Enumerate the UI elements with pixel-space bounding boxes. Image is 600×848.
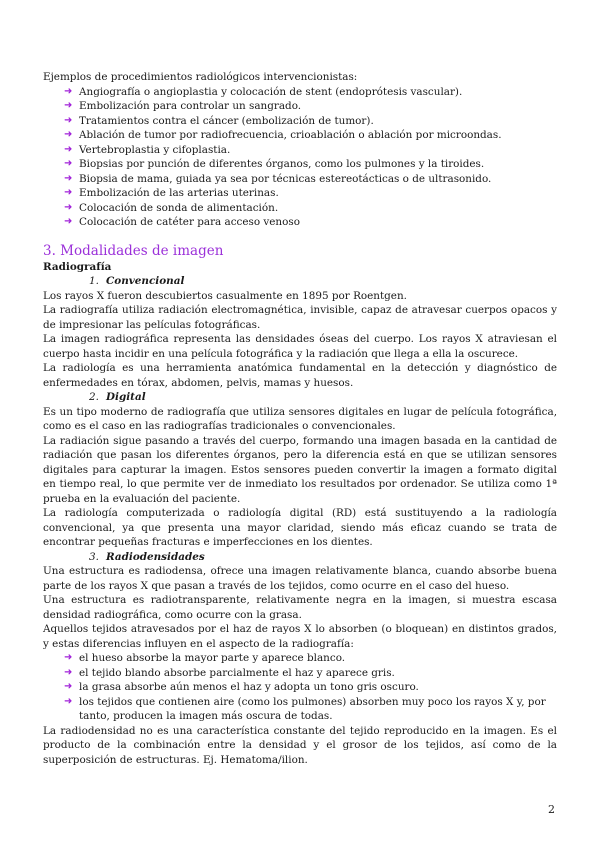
paragraph: La radiología es una herramienta anatómica fundamental en la detección y diagnóstico de enfermedades en tórax, abdomen, pelvis, mamas y huesos. — [43, 362, 557, 389]
arrow-right-icon: ➜ — [64, 652, 73, 663]
arrow-right-icon: ➜ — [64, 695, 73, 707]
arrow-right-icon: ➜ — [64, 666, 73, 678]
paragraph: Una estructura es radiotransparente, relativamente negra en la imagen, si muestra escasa densidad radiográfica, como ocurre con la grasa. — [43, 594, 557, 621]
arrow-right-icon: ➜ — [64, 114, 73, 126]
list-item: ➜ Embolización de las arterias uterinas. — [64, 187, 279, 199]
heading-radiodensidades: 3. Radiodensidades — [89, 550, 205, 563]
paragraph: La imagen radiográfica representa las densidades óseas del cuerpo. Los rayos X atraviesan el cuerpo hasta incidir en una película fotográfica y la radiación que llega a ella la oscurece. — [43, 333, 557, 360]
paragraph: Aquellos tejidos atravesados por el haz de rayos X lo absorben (o bloquean) en distintos grados, y estas diferencias influyen en el aspecto de la radiografía: — [43, 623, 557, 650]
list-item: ➜ Angiografía o angioplastia y colocación de stent (endoprótesis vascular). — [64, 85, 463, 98]
intro-text: Ejemplos de procedimientos radiológicos intervencionistas: — [43, 71, 358, 83]
arrow-right-icon: ➜ — [64, 85, 73, 97]
arrow-right-icon: ➜ — [64, 681, 73, 692]
arrow-right-icon: ➜ — [64, 187, 73, 198]
list-item: ➜ Ablación de tumor por radiofrecuencia, crioablación o ablación por microondas. — [64, 129, 502, 141]
paragraph: La radiografía utiliza radiación electromagnética, invisible, capaz de atravesar cuerpos opacos y de impresionar las películas fotográficas. — [43, 304, 557, 331]
list-item: ➜ Biopsia de mama, guiada ya sea por técnicas estereotácticas o de ultrasonido. — [64, 172, 492, 185]
paragraph: La radiología computerizada o radiología digital (RD) está sustituyendo a la radiología convencional, ya que presenta una mayor claridad, siendo más eficaz cuando se trata de encontrar pequeñas fracturas e imperfecciones en los dientes. — [43, 507, 557, 548]
intervention-list — [43, 85, 557, 230]
arrow-right-icon: ➜ — [64, 143, 73, 155]
density-list — [43, 651, 557, 724]
paragraph: La radiación sigue pasando a través del cuerpo, formando una imagen basada en la cantidad de radiación que pasan los diferentes órganos, pero la diferencia está en que se utilizan sensores digitales para capturar la imagen. Estos sensores pueden convertir la imagen a formato digital en tiempo real, lo que permite ver de inmediato los resultados por ordenador. Se utiliza como 1ª prueba en la evaluación del paciente. — [43, 434, 557, 505]
arrow-right-icon: ➜ — [64, 172, 73, 184]
paragraph: Los rayos X fueron descubiertos casualmente en 1895 por Roentgen. — [43, 289, 407, 302]
list-item: ➜ Colocación de catéter para acceso venoso — [64, 216, 300, 228]
list-item: ➜ Vertebroplastia y cifoplastia. — [64, 143, 231, 156]
arrow-right-icon: ➜ — [64, 158, 73, 169]
heading-digital: 2. Digital — [89, 391, 146, 403]
list-item: ➜ el tejido blando absorbe parcialmente el haz y aparece gris. — [64, 666, 395, 679]
paragraph: Es un tipo moderno de radiografía que utiliza sensores digitales en lugar de película fotográfica, como es el caso en las radiografías tradicionales o convencionales. — [43, 405, 557, 432]
list-item: ➜ Biopsias por punción de diferentes órganos, como los pulmones y la tiroides. — [64, 158, 485, 170]
arrow-right-icon: ➜ — [64, 216, 73, 227]
page-number: 2 — [548, 803, 555, 816]
arrow-right-icon: ➜ — [64, 100, 73, 111]
subsection-title: Radiografía — [43, 260, 112, 273]
arrow-right-icon: ➜ — [64, 201, 73, 213]
list-item: ➜ Tratamientos contra el cáncer (embolización de tumor). — [64, 114, 374, 127]
list-item: ➜ Embolización para controlar un sangrado. — [64, 100, 302, 112]
document-page — [43, 70, 557, 767]
paragraph: Una estructura es radiodensa, ofrece una imagen relativamente blanca, cuando absorbe buena parte de los rayos X que pasan a través de los tejidos, como ocurre en el caso del hueso. — [43, 565, 557, 592]
list-item: ➜ la grasa absorbe aún menos el haz y adopta un tono gris oscuro. — [64, 681, 419, 693]
section-title: 3. Modalidades de imagen — [43, 242, 224, 259]
list-item: ➜ los tejidos que contienen aire (como los pulmones) absorben muy poco los rayos X y, por tanto, producen la imagen más oscura de todas. — [64, 695, 546, 722]
list-item: ➜ el hueso absorbe la mayor parte y aparece blanco. — [64, 652, 346, 664]
list-item: ➜ Colocación de sonda de alimentación. — [64, 201, 279, 214]
heading-convencional: 1. Convencional — [89, 275, 185, 287]
arrow-right-icon: ➜ — [64, 129, 73, 140]
paragraph: La radiodensidad no es una característica constante del tejido reproducido en la imagen. Es el producto de la combinación entre la densidad y el grosor de los tejidos, así como de la superposición de estructuras. Ej. Hematoma/ilion. — [43, 724, 557, 766]
